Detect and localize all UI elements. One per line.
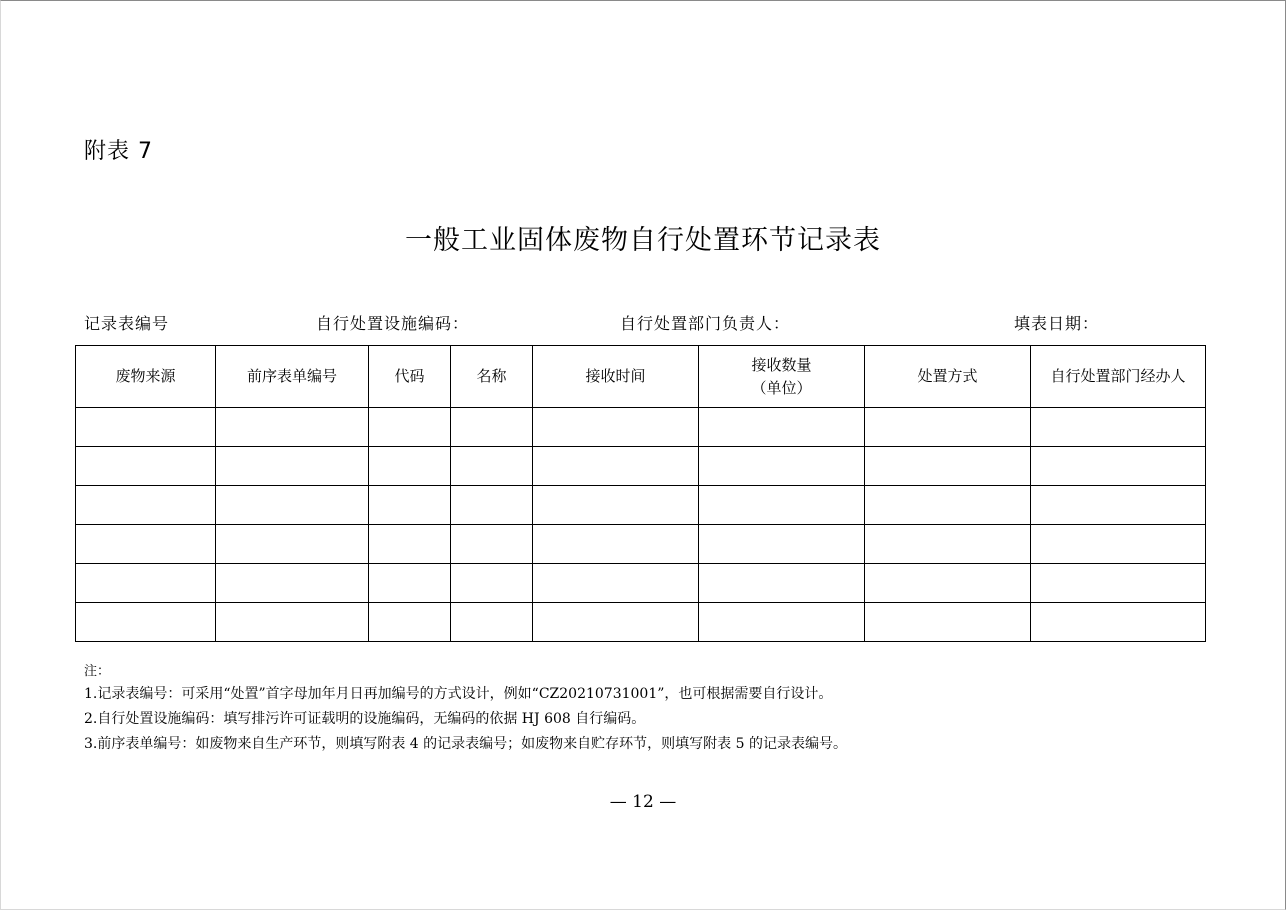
table-cell[interactable]: [216, 408, 369, 447]
table-row: [76, 447, 1206, 486]
table-cell[interactable]: [699, 447, 865, 486]
table-cell[interactable]: [369, 447, 451, 486]
table-row: [76, 408, 1206, 447]
table-cell[interactable]: [1031, 447, 1206, 486]
table-cell[interactable]: [216, 603, 369, 642]
header-waste-source: 废物来源: [76, 346, 216, 408]
header-department-operator: 自行处置部门经办人: [1031, 346, 1206, 408]
table-cell[interactable]: [76, 525, 216, 564]
table-cell[interactable]: [1031, 486, 1206, 525]
table-cell[interactable]: [865, 486, 1031, 525]
table-cell[interactable]: [451, 603, 533, 642]
table-row: [76, 564, 1206, 603]
record-number-label: 记录表编号: [84, 314, 170, 333]
table-cell[interactable]: [865, 525, 1031, 564]
table-cell[interactable]: [451, 564, 533, 603]
appendix-label: 附表 7: [84, 139, 153, 164]
table-cell[interactable]: [699, 525, 865, 564]
table-cell[interactable]: [451, 525, 533, 564]
table-cell[interactable]: [369, 525, 451, 564]
department-head-label: 自行处置部门负责人：: [620, 314, 791, 333]
table-cell[interactable]: [451, 486, 533, 525]
disposal-record-table: [75, 345, 1206, 642]
header-receive-time: 接收时间: [533, 346, 699, 408]
table-cell[interactable]: [1031, 603, 1206, 642]
table-cell[interactable]: [216, 447, 369, 486]
table-cell[interactable]: [451, 408, 533, 447]
note-item-3: 3.前序表单编号：如废物来自生产环节，则填写附表 4 的记录表编号；如废物来自贮存环节，则填写附表 5 的记录表编号。: [84, 736, 847, 752]
table-row: [76, 525, 1206, 564]
table-cell[interactable]: [76, 486, 216, 525]
table-cell[interactable]: [76, 447, 216, 486]
notes-heading: 注：: [84, 664, 111, 679]
table-cell[interactable]: [216, 564, 369, 603]
table-cell[interactable]: [699, 564, 865, 603]
table-body: [76, 408, 1206, 642]
header-disposal-method: 处置方式: [865, 346, 1031, 408]
header-receive-quantity: [699, 346, 865, 408]
document-title: 一般工业固体废物自行处置环节记录表: [405, 225, 881, 256]
note-item-1: 1.记录表编号：可采用“处置”首字母加年月日再加编号的方式设计，例如“CZ20210731001”，也可根据需要自行设计。: [84, 686, 833, 702]
header-receive-quantity-label: 接收数量: [751, 355, 812, 374]
table-cell[interactable]: [451, 447, 533, 486]
table-cell[interactable]: [533, 408, 699, 447]
table-row: [76, 603, 1206, 642]
table-cell[interactable]: [369, 486, 451, 525]
table-cell[interactable]: [1031, 564, 1206, 603]
table-cell[interactable]: [865, 447, 1031, 486]
table-cell[interactable]: [865, 603, 1031, 642]
table-cell[interactable]: [216, 486, 369, 525]
table-cell[interactable]: [369, 408, 451, 447]
table-cell[interactable]: [699, 486, 865, 525]
table-row: [76, 486, 1206, 525]
table-cell[interactable]: [699, 603, 865, 642]
table-cell[interactable]: [1031, 408, 1206, 447]
note-item-2: 2.自行处置设施编码：填写排污许可证载明的设施编码，无编码的依据 HJ 608 自行编码。: [84, 711, 646, 727]
page-number: — 12 —: [609, 792, 677, 812]
header-quantity-unit: （单位）: [751, 378, 812, 397]
header-name: 名称: [451, 346, 533, 408]
notes-section: [84, 662, 847, 757]
table-cell[interactable]: [369, 603, 451, 642]
table-cell[interactable]: [76, 603, 216, 642]
table-cell[interactable]: [1031, 525, 1206, 564]
table-cell[interactable]: [76, 564, 216, 603]
table-cell[interactable]: [533, 564, 699, 603]
table-header-row: [76, 346, 1206, 408]
fill-date-label: 填表日期：: [1014, 314, 1100, 333]
table-cell[interactable]: [533, 603, 699, 642]
header-previous-form-no: 前序表单编号: [216, 346, 369, 408]
facility-code-label: 自行处置设施编码：: [316, 314, 470, 333]
table-cell[interactable]: [533, 525, 699, 564]
table-cell[interactable]: [865, 408, 1031, 447]
table-cell[interactable]: [533, 486, 699, 525]
table-cell[interactable]: [216, 525, 369, 564]
table-cell[interactable]: [865, 564, 1031, 603]
table-cell[interactable]: [699, 408, 865, 447]
header-code: 代码: [369, 346, 451, 408]
table-cell[interactable]: [533, 447, 699, 486]
table-cell[interactable]: [76, 408, 216, 447]
table-cell[interactable]: [369, 564, 451, 603]
